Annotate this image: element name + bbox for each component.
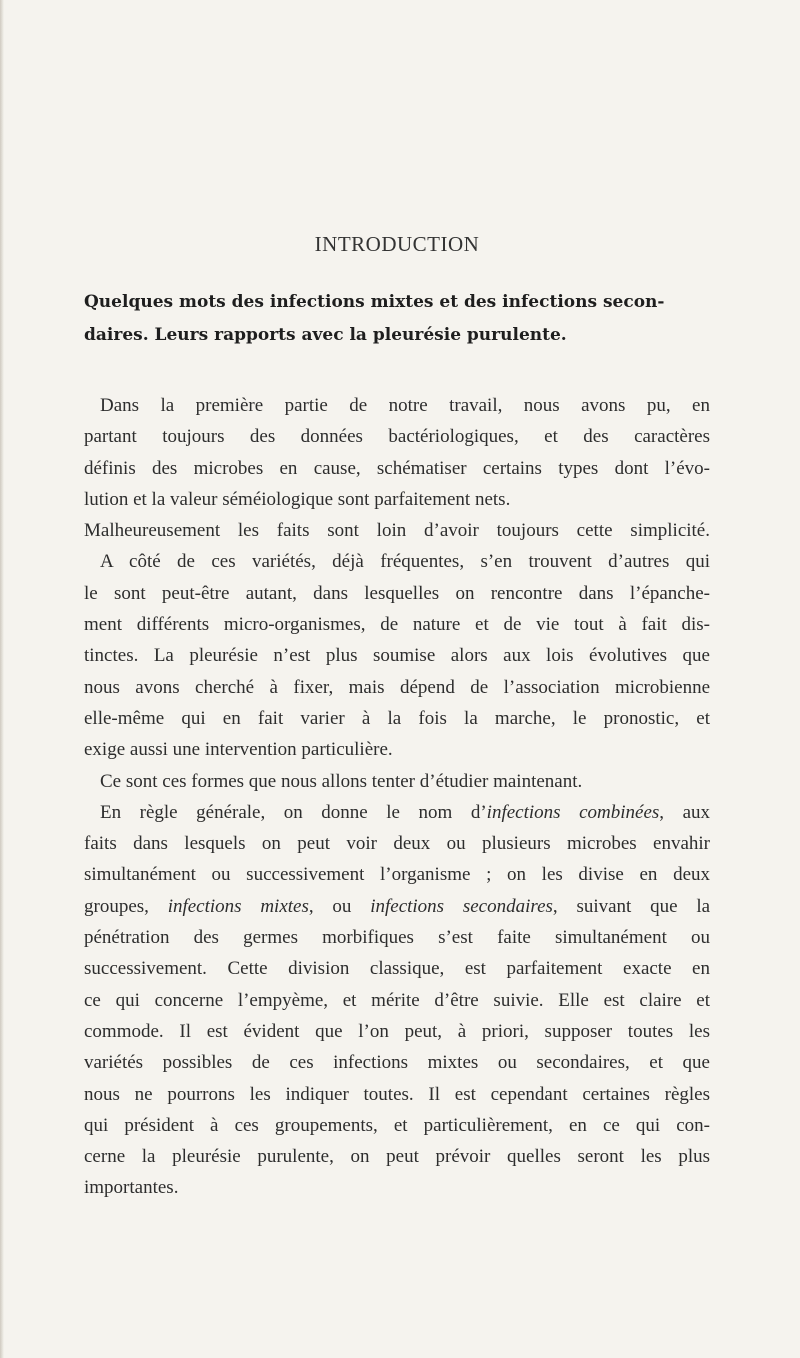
text-line: ce qui concerne l’empyème, et mérite d’être suivie. Elle est claire et xyxy=(84,989,710,1011)
text-line: commode. Il est évident que l’on peut, à priori, supposer toutes les xyxy=(84,1020,710,1042)
text-line: Malheureusement les faits sont loin d’avoir toujours cette simplicité. xyxy=(84,520,710,542)
text-line xyxy=(84,797,710,828)
text-line: cerne la pleurésie purulente, on peut prévoir quelles seront les plus xyxy=(84,1146,710,1168)
text-run: En règle générale, on donne le nom d’ xyxy=(100,801,487,823)
text-line: Ce sont ces formes que nous allons tenter d’étudier maintenant. xyxy=(100,770,583,792)
running-title: INTRODUCTION xyxy=(314,232,480,256)
italic-term: infections combinées xyxy=(486,801,660,823)
body-paragraphs xyxy=(84,390,710,1204)
text-line: nous ne pourrons les indiquer toutes. Il est cependant certaines règles xyxy=(84,1083,710,1105)
text-line: elle-même qui en fait varier à la fois la marche, le pronostic, et xyxy=(84,707,710,729)
text-line: Dans la première partie de notre travail, nous avons pu, en xyxy=(100,395,710,416)
text-line: pénétration des germes morbifiques s’est faite simultanément ou xyxy=(84,927,710,949)
text-run: , ou xyxy=(308,895,371,917)
text-line: lution et la valeur séméiologique sont parfaitement nets. xyxy=(84,488,511,510)
text-line: faits dans lesquels on peut voir deux ou plusieurs microbes envahir xyxy=(84,833,710,855)
text-line: exige aussi une intervention particulière. xyxy=(84,739,393,761)
heading-line-2: daires. Leurs rapports avec la pleurésie purulente. xyxy=(84,325,567,345)
text-line: définis des microbes en cause, schématiser certains types dont l’évo- xyxy=(84,457,710,479)
heading-line-1: Quelques mots des infections mixtes et des infections secon- xyxy=(84,292,665,312)
text-line: tinctes. La pleurésie n’est plus soumise alors aux lois évolutives que xyxy=(84,645,710,667)
text-line: qui président à ces groupements, et particulièrement, en ce qui con- xyxy=(84,1114,710,1136)
text-line: nous avons cherché à fixer, mais dépend de l’association microbienne xyxy=(84,676,710,698)
section-heading xyxy=(84,286,710,352)
text-line xyxy=(84,891,710,922)
text-line: importantes. xyxy=(84,1177,179,1199)
text-line: simultanément ou successivement l’organisme ; on les divise en deux xyxy=(84,864,710,886)
italic-term: infections secondaires xyxy=(370,895,553,917)
text-line: successivement. Cette division classique, est parfaitement exacte en xyxy=(84,958,710,980)
italic-term: infections mixtes xyxy=(167,895,309,917)
text-line: A côté de ces variétés, déjà fréquentes, s’en trouvent d’autres qui xyxy=(100,551,710,573)
page-edge-shadow xyxy=(0,0,4,1358)
text-line: variétés possibles de ces infections mixtes ou secondaires, et que xyxy=(84,1052,710,1074)
text-line: le sont peut-être autant, dans lesquelles on rencontre dans l’épanche- xyxy=(84,582,710,604)
text-line: partant toujours des données bactériologiques, et des caractères xyxy=(84,426,710,448)
text-run: groupes, xyxy=(84,895,168,917)
text-line: ment différents micro-organismes, de nature et de vie tout à fait dis- xyxy=(84,614,710,636)
text-run: , suivant que la xyxy=(552,895,711,917)
text-run: , aux xyxy=(659,801,710,823)
